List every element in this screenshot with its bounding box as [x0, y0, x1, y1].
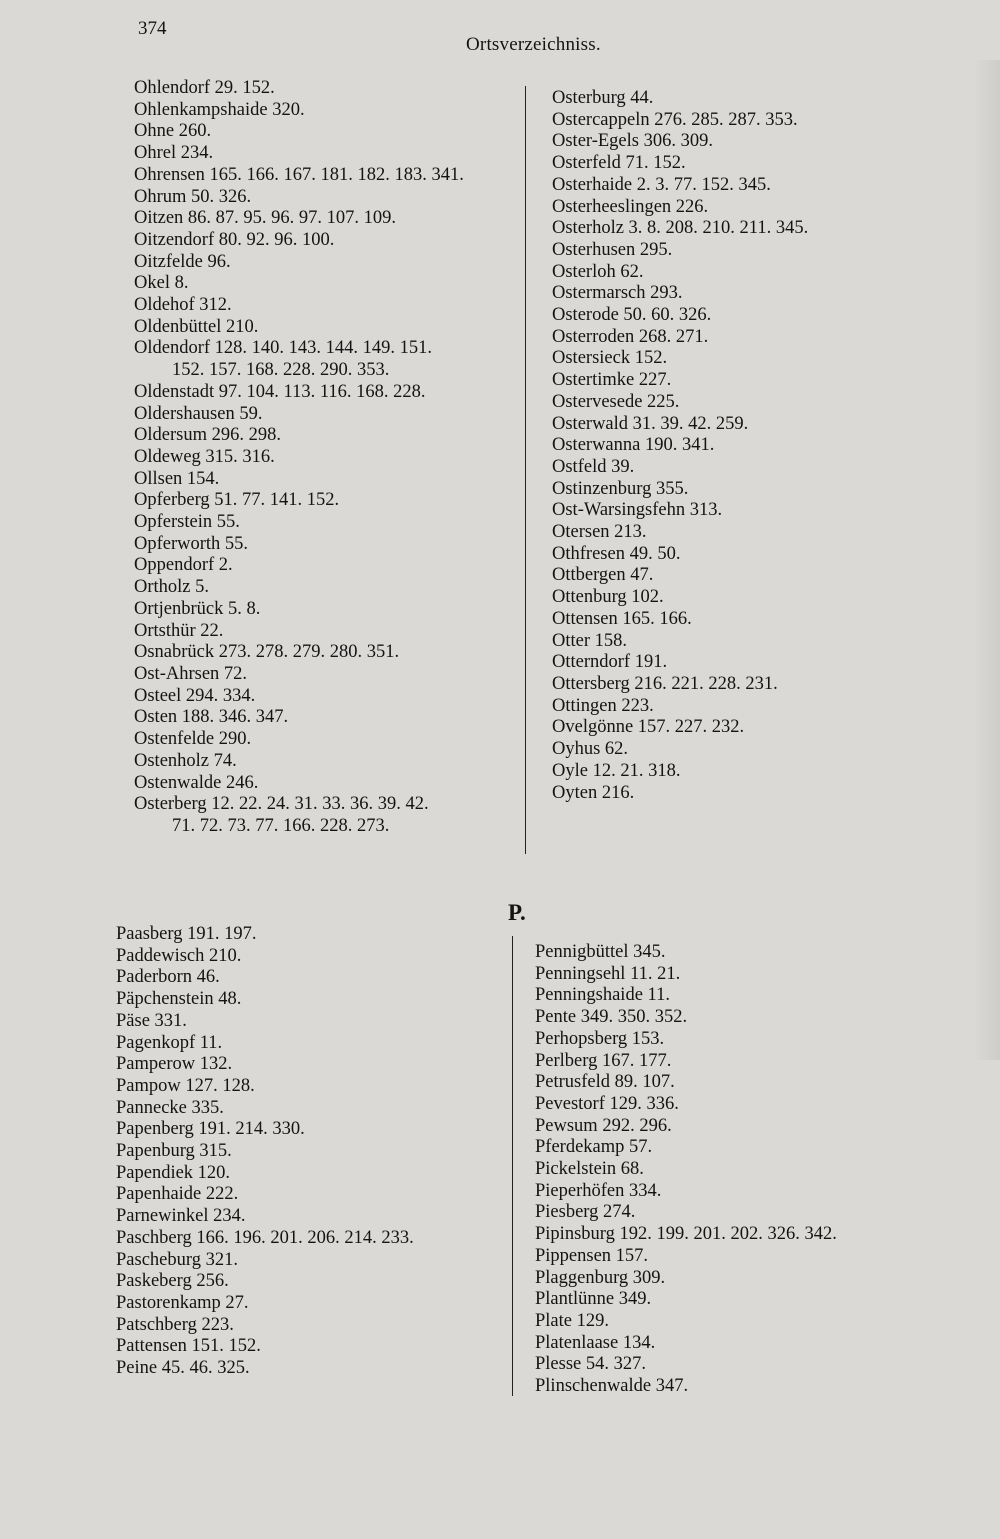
index-entry: Oldersum 296. 298. [134, 425, 281, 446]
index-entry: Pastorenkamp 27. [116, 1292, 249, 1313]
index-entry: Oitzen 86. 87. 95. 96. 97. 107. 109. [134, 208, 397, 229]
index-entry: Osten 188. 346. 347. [134, 707, 289, 728]
index-entry: Oitzendorf 80. 92. 96. 100. [134, 229, 335, 250]
index-entry: Osterroden 268. 271. [552, 326, 709, 347]
index-entry: Okel 8. [134, 273, 189, 294]
index-entry: Ostersieck 152. [552, 348, 668, 369]
index-entry: Petrusfeld 89. 107. [535, 1072, 675, 1093]
index-entry: 152. 157. 168. 228. 290. 353. [172, 360, 390, 381]
index-entry: Osteel 294. 334. [134, 685, 256, 706]
index-entry: Osterwald 31. 39. 42. 259. [552, 413, 749, 434]
index-entry: Plantlünne 349. [535, 1289, 652, 1310]
index-entry: Otterndorf 191. [552, 652, 668, 673]
index-entry: Pieperhöfen 334. [535, 1180, 662, 1201]
index-column-o-right [552, 88, 808, 804]
index-entry: Ostinzenburg 355. [552, 478, 689, 499]
index-entry: Paderborn 46. [116, 967, 220, 988]
index-entry: Ohrensen 165. 166. 167. 181. 182. 183. 341. [134, 164, 464, 185]
index-entry: Pattensen 151. 152. [116, 1336, 261, 1357]
index-entry: Ostenfelde 290. [134, 729, 252, 750]
index-entry: Papenhaide 222. [116, 1184, 239, 1205]
index-entry: Oldehof 312. [134, 295, 232, 316]
column-divider-p [512, 936, 513, 1396]
index-entry: Osterhusen 295. [552, 239, 673, 260]
index-entry: Ovelgönne 157. 227. 232. [552, 717, 745, 738]
index-entry: Ortsthür 22. [134, 620, 224, 641]
index-entry: Ost-Ahrsen 72. [134, 663, 248, 684]
index-entry: Päpchenstein 48. [116, 989, 242, 1010]
index-entry: Pampow 127. 128. [116, 1075, 255, 1096]
index-entry: Osterholz 3. 8. 208. 210. 211. 345. [552, 218, 809, 239]
index-entry: Ohrum 50. 326. [134, 186, 252, 207]
index-column-p-left [116, 924, 414, 1380]
index-entry: Oldeweg 315. 316. [134, 446, 275, 467]
index-entry: Papendiek 120. [116, 1162, 231, 1183]
index-entry: Otter 158. [552, 630, 628, 651]
index-entry: Oitzfelde 96. [134, 251, 231, 272]
index-entry: Papenburg 315. [116, 1141, 232, 1162]
index-entry: Opferberg 51. 77. 141. 152. [134, 490, 340, 511]
index-entry: Oyhus 62. [552, 739, 629, 760]
index-entry: Plaggenburg 309. [535, 1267, 666, 1288]
index-entry: Osterloh 62. [552, 261, 644, 282]
index-entry: Opferstein 55. [134, 512, 240, 533]
index-entry: Pipinsburg 192. 199. 201. 202. 326. 342. [535, 1224, 837, 1245]
index-entry: Ottingen 223. [552, 695, 654, 716]
index-entry: Platenlaase 134. [535, 1332, 656, 1353]
index-entry: Pickelstein 68. [535, 1159, 644, 1180]
section-heading-p: P. [508, 900, 526, 925]
index-entry: Piesberg 274. [535, 1202, 636, 1223]
index-entry: Plate 129. [535, 1310, 609, 1331]
index-entry: Oldenstadt 97. 104. 113. 116. 168. 228. [134, 381, 426, 402]
index-entry: Opferworth 55. [134, 533, 249, 554]
index-column-p-right [535, 942, 837, 1398]
index-entry: Parnewinkel 234. [116, 1206, 246, 1227]
index-entry: Ohrel 234. [134, 143, 214, 164]
index-entry: Ostfeld 39. [552, 456, 635, 477]
index-column-o-left [134, 78, 464, 838]
index-entry: Oster-Egels 306. 309. [552, 131, 713, 152]
index-entry: Ostercappeln 276. 285. 287. 353. [552, 109, 798, 130]
index-entry: Osterode 50. 60. 326. [552, 305, 712, 326]
index-entry: Osterwanna 190. 341. [552, 435, 715, 456]
running-title: Ortsverzeichniss. [466, 34, 601, 55]
index-entry: Ohne 260. [134, 121, 212, 142]
index-entry: Pascheburg 321. [116, 1249, 238, 1270]
index-entry: 71. 72. 73. 77. 166. 228. 273. [172, 815, 390, 836]
index-entry: Ohlendorf 29. 152. [134, 78, 275, 98]
index-entry: Pamperow 132. [116, 1054, 233, 1075]
index-entry: Patschberg 223. [116, 1314, 234, 1335]
index-entry: Ostenholz 74. [134, 750, 237, 771]
index-entry: Päse 331. [116, 1010, 187, 1031]
index-entry: Peine 45. 46. 325. [116, 1358, 250, 1379]
index-entry: Ottersberg 216. 221. 228. 231. [552, 673, 778, 694]
column-divider-o [525, 86, 526, 854]
index-entry: Pente 349. 350. 352. [535, 1007, 688, 1028]
index-entry: Pewsum 292. 296. [535, 1115, 672, 1136]
index-entry: Ostermarsch 293. [552, 283, 683, 304]
index-entry: Plesse 54. 327. [535, 1354, 646, 1375]
index-entry: Pannecke 335. [116, 1097, 224, 1118]
index-entry: Osterburg 44. [552, 88, 654, 108]
index-entry: Oldenbüttel 210. [134, 316, 259, 337]
index-entry: Penningsehl 11. 21. [535, 963, 681, 984]
index-entry: Papenberg 191. 214. 330. [116, 1119, 305, 1140]
index-entry: Pennigbüttel 345. [535, 942, 666, 962]
index-entry: Otersen 213. [552, 522, 647, 543]
index-entry: Pevestorf 129. 336. [535, 1093, 679, 1114]
index-entry: Oppendorf 2. [134, 555, 233, 576]
index-entry: Paschberg 166. 196. 201. 206. 214. 233. [116, 1227, 414, 1248]
index-entry: Ostervesede 225. [552, 391, 680, 412]
index-entry: Pferdekamp 57. [535, 1137, 653, 1158]
index-entry: Paddewisch 210. [116, 945, 242, 966]
index-entry: Ostenwalde 246. [134, 772, 259, 793]
index-entry: Osnabrück 273. 278. 279. 280. 351. [134, 642, 400, 663]
index-entry: Osterberg 12. 22. 24. 31. 33. 36. 39. 42. [134, 794, 429, 815]
index-entry: Osterheeslingen 226. [552, 196, 709, 217]
index-entry: Paasberg 191. 197. [116, 924, 257, 944]
index-entry: Ollsen 154. [134, 468, 220, 489]
show-through-shadow [974, 60, 1000, 1060]
index-entry: Paskeberg 256. [116, 1271, 229, 1292]
index-entry: Oldershausen 59. [134, 403, 263, 424]
index-entry: Oldendorf 128. 140. 143. 144. 149. 151. [134, 338, 433, 359]
index-entry: Ost-Warsingsfehn 313. [552, 500, 723, 521]
index-entry: Oyten 216. [552, 782, 635, 803]
index-entry: Penningshaide 11. [535, 985, 670, 1006]
index-entry: Pippensen 157. [535, 1245, 649, 1266]
index-entry: Osterfeld 71. 152. [552, 153, 686, 174]
index-entry: Ottenburg 102. [552, 587, 664, 608]
index-entry: Oyle 12. 21. 318. [552, 760, 681, 781]
index-entry: Ottbergen 47. [552, 565, 654, 586]
index-entry: Perhopsberg 153. [535, 1028, 665, 1049]
index-entry: Othfresen 49. 50. [552, 543, 681, 564]
index-entry: Pagenkopf 11. [116, 1032, 223, 1053]
index-entry: Ostertimke 227. [552, 370, 672, 391]
index-entry: Osterhaide 2. 3. 77. 152. 345. [552, 174, 771, 195]
page-number: 374 [138, 18, 167, 39]
index-entry: Ottensen 165. 166. [552, 608, 692, 629]
index-entry: Ortholz 5. [134, 577, 210, 598]
index-entry: Plinschenwalde 347. [535, 1376, 689, 1397]
index-entry: Ohlenkampshaide 320. [134, 99, 305, 120]
index-entry: Perlberg 167. 177. [535, 1050, 672, 1071]
index-entry: Ortjenbrück 5. 8. [134, 598, 261, 619]
